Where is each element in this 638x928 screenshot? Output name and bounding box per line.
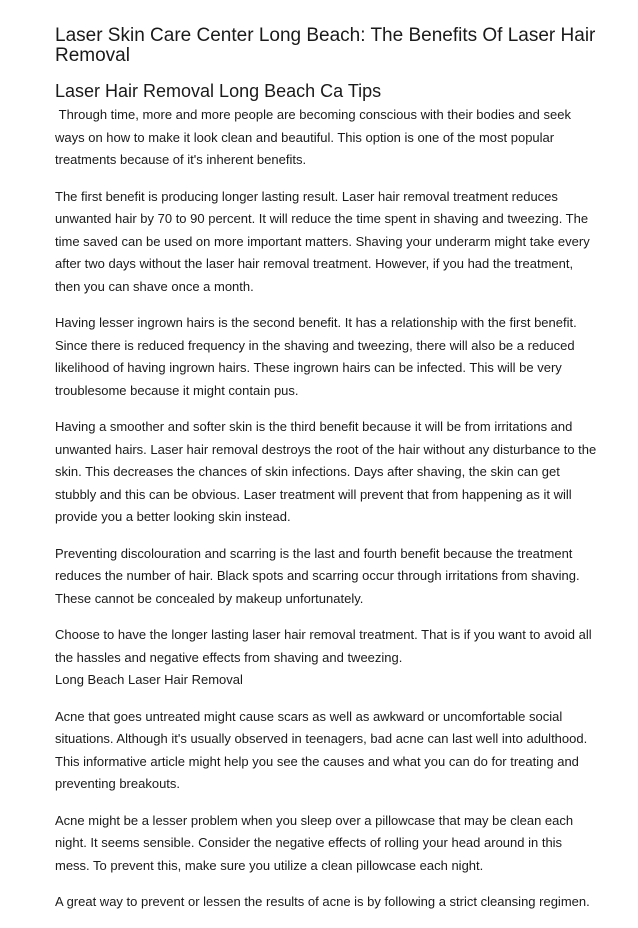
article-subtitle: Laser Hair Removal Long Beach Ca Tips xyxy=(55,81,382,101)
paragraph-acne-intro: Acne that goes untreated might cause scars as well as awkward or uncomfortable social situations. Although it's usually observed in teenagers, bad acne can last well into adulthood. This informative article might help you see the causes and what you can do for treating and preventing breakouts. xyxy=(55,708,588,791)
paragraph-fourth-benefit: Preventing discolouration and scarring is the last and fourth benefit because the treatment reduces the number of hair. Black spots and scarring occur through irritations from shaving. These cannot be concealed by makeup unfortunately. xyxy=(55,545,580,606)
paragraph-pillowcase: Acne might be a lesser problem when you sleep over a pillowcase that may be clean each night. It seems sensible. Consider the negative effects of rolling your head around in this mess. To prevent this, make sure you utilize a clean pillowcase each night. xyxy=(55,812,574,873)
paragraph-second-benefit: Having lesser ingrown hairs is the second benefit. It has a relationship with the first benefit. Since there is reduced frequency in the shaving and tweezing, there will also be a reduced likelihood of having ingrown hairs. These ingrown hairs can be infected. This will be very troublesome because it might contain pus. xyxy=(55,315,577,398)
article-title: Laser Skin Care Center Long Beach: The Benefits Of Laser Hair Removal xyxy=(55,25,596,66)
section-heading-long-beach: Long Beach Laser Hair Removal xyxy=(55,672,243,687)
document-page xyxy=(55,26,600,928)
conclusion-text: Choose to have the longer lasting laser hair removal treatment. That is if you want to avoid all the hassles and negative effects from shaving and tweezing. xyxy=(55,627,592,665)
paragraph-intro: Through time, more and more people are becoming conscious with their bodies and seek ways on how to make it look clean and beautiful. This option is one of the most popular treatments because of it's inherent benefits. xyxy=(55,107,575,167)
paragraph-conclusion xyxy=(55,624,600,692)
paragraph-cleansing: A great way to prevent or lessen the results of acne is by following a strict cleansing regimen. xyxy=(55,894,590,909)
paragraph-third-benefit: Having a smoother and softer skin is the third benefit because it will be from irritations and unwanted hairs. Laser hair removal destroys the root of the hair without any disturbance to the skin. This decreases the chances of skin infections. Days after shaving, the skin can get stubbly and this can be obvious. Laser treatment will prevent that from happening as it will provide you a better looking skin instead. xyxy=(55,419,597,524)
paragraph-first-benefit: The first benefit is producing longer lasting result. Laser hair removal treatment reduces unwanted hair by 70 to 90 percent. It will reduce the time spent in shaving and tweezing. The time saved can be used on more important matters. Shaving your underarm might take every after two days without the laser hair removal treatment. However, if you had the treatment, then you can shave once a month. xyxy=(55,188,590,294)
